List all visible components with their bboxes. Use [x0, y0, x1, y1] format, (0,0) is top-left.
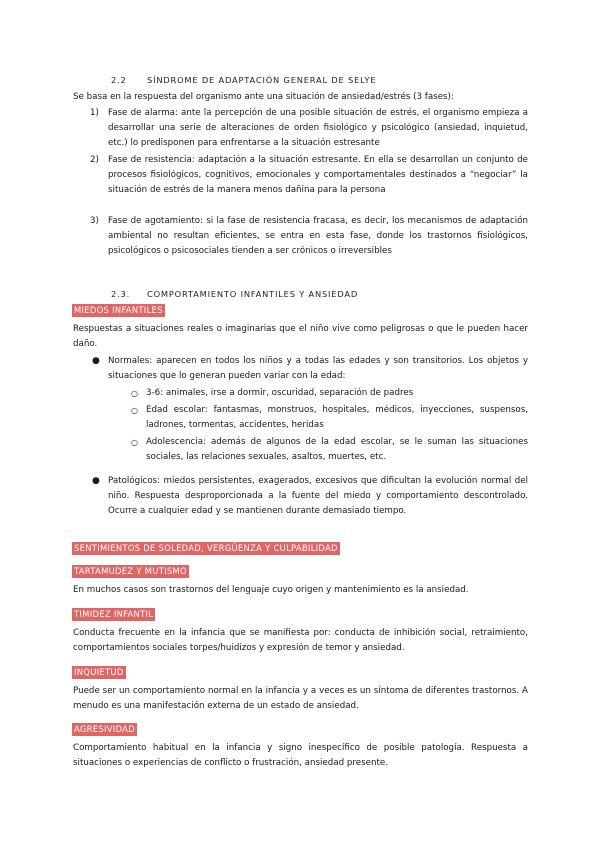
normales-subitem-text-2: Edad escolar: fantasmas, monstruos, hospitales, médicos, inyecciones, suspensos, ladrones, tormentas, accidentes, heridas: [146, 405, 528, 431]
normales-subitem-text-3: Adolescencia: además de algunos de la edad escolar, se le suman las situaciones sociales, las relaciones sexuales, asaltos, muertes, etc.: [146, 437, 528, 463]
timidez-text: Conducta frecuente en la infancia que se manifiesta por: conducta de inhibición social, retraimiento, comportamientos sociales torpes/huidizos y expresión de temor y ansiedad.: [73, 628, 528, 654]
circle-bullet-icon: ○: [131, 406, 138, 415]
circle-bullet-icon: ○: [131, 438, 138, 447]
bullet-icon: ●: [92, 476, 100, 486]
bullet-icon: ●: [92, 356, 100, 366]
phase-item-3: [90, 214, 528, 260]
phase-item-1: [90, 106, 528, 152]
sentimientos-heading: SENTIMIENTOS DE SOLEDAD, VERGÜENZA Y CULPABILIDAD: [74, 543, 338, 553]
section-2-2-intro: Se basa en la respuesta del organismo ante una situación de ansiedad/estrés (3 fases):: [73, 92, 454, 102]
phase-item-2: [90, 153, 528, 199]
miedos-normales-item: [92, 354, 528, 384]
tartamudez-text: En muchos casos son trastornos del lenguaje cuyo origen y mantenimiento es la ansiedad.: [73, 585, 469, 595]
phase-marker-3: 3): [90, 216, 99, 226]
miedos-normales-text: Normales: aparecen en todos los niños y a todas las edades y son transitorios. Los objetos y situaciones que lo generan pueden variar con la edad:: [108, 356, 528, 382]
miedos-patologicos-text: Patológicos: miedos persistentes, exagerados, excesivos que dificultan la evolución normal del niño. Respuesta desproporcionada a la fuente del miedo y comportamiento descontrolado. Ocurre a cualquier edad y se mantienen durante demasiado tiempo.: [108, 476, 528, 517]
normales-subitem-1: [131, 386, 528, 401]
normales-subitem-3: [131, 435, 528, 465]
tartamudez-heading: TARTAMUDEZ Y MUTISMO: [74, 566, 187, 576]
section-2-3-title: COMPORTAMIENTO INFANTILES Y ANSIEDAD: [147, 289, 359, 299]
normales-subitem-2: [131, 403, 528, 433]
section-2-2-heading: [111, 75, 376, 85]
agresividad-text: Comportamiento habitual en la infancia y signo inespecífico de posible patología. Respuesta a situaciones o experiencias de conflicto o frustración, ansiedad presente.: [73, 743, 528, 769]
miedos-intro: Respuestas a situaciones reales o imaginarias que el niño vive como peligrosas o que le pueden hacer daño.: [73, 324, 528, 350]
phase-marker-1: 1): [90, 108, 99, 118]
phase-marker-2: 2): [90, 155, 99, 165]
section-2-3-heading: [111, 289, 358, 299]
phase-text-2: Fase de resistencia: adaptación a la situación estresante. En ella se desarrollan un conjunto de procesos fisiológicos, cognitivos, emocionales y comportamentales destinados a “negociar” la situación de estrés de la manera menos dañina para la persona: [108, 155, 528, 196]
phase-text-3: Fase de agotamiento: si la fase de resistencia fracasa, es decir, los mecanismos de adaptación ambiental no resultan eficientes, se entra en esta fase, donde los trastornos fisiológicos, psicológicos o psicosociales tienden a ser crónicos o irreversibles: [108, 216, 528, 257]
agresividad-heading: AGRESIVIDAD: [74, 724, 135, 734]
section-2-2-title: SÍNDROME DE ADAPTACIÓN GENERAL DE SELYE: [147, 75, 377, 85]
inquietud-text: Puede ser un comportamiento normal en la infancia y a veces es un síntoma de diferentes trastornos. A menudo es una manifestación externa de un estado de ansiedad.: [73, 686, 528, 712]
miedos-patologicos-item: [92, 474, 528, 520]
timidez-heading: TIMIDEZ INFANTIL: [74, 609, 154, 619]
phase-text-1: Fase de alarma: ante la percepción de una posible situación de estrés, el organismo empieza a desarrollar una serie de alteraciones de orden fisiológico y psicológico (ansiedad, inquietud, etc.) lo predisponen para enfrentarse a la situación estresante: [108, 108, 528, 149]
section-2-3-number: 2.3.: [111, 289, 131, 299]
miedos-infantiles-heading: MIEDOS INFANTILES: [74, 305, 163, 315]
inquietud-heading: INQUIETUD: [74, 667, 124, 677]
section-2-2-number: 2.2: [111, 75, 127, 85]
normales-subitem-text-1: 3-6: animales, irse a dormir, oscuridad, separación de padres: [146, 388, 414, 398]
circle-bullet-icon: ○: [131, 389, 138, 398]
